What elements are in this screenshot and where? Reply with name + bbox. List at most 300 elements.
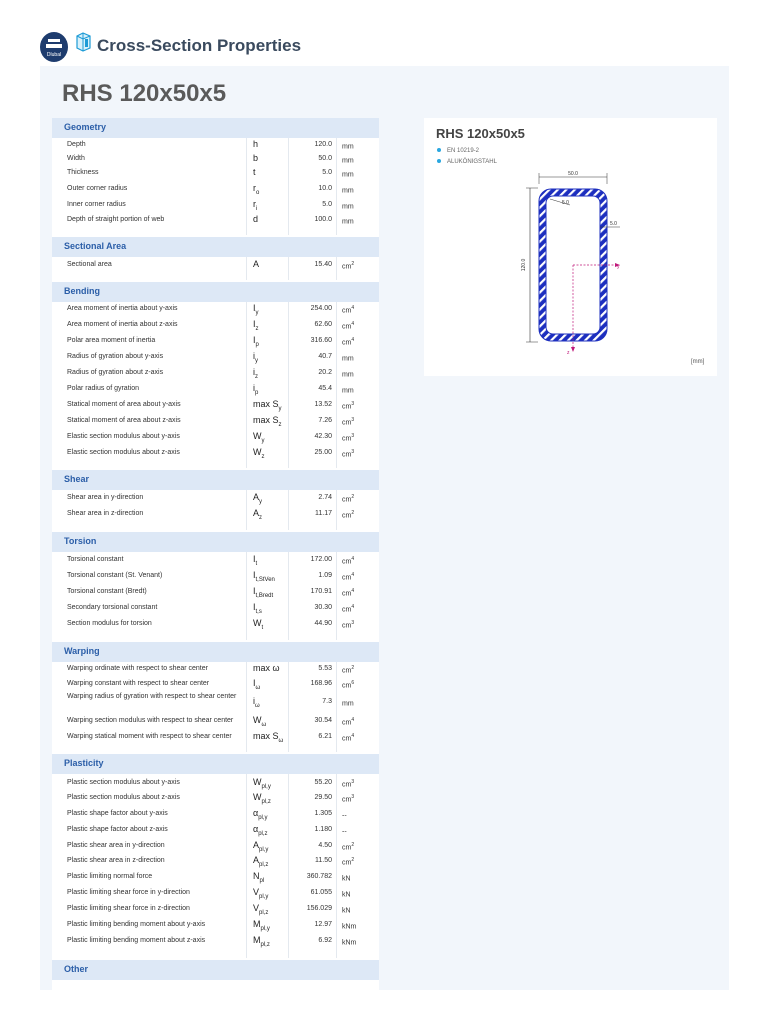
unit-main: cm: [342, 496, 352, 504]
property-unit: [342, 321, 354, 330]
property-unit: [342, 905, 351, 914]
property-value: 5.0: [322, 169, 332, 176]
property-value: 6.21: [318, 733, 332, 740]
table-row: [52, 212, 379, 228]
property-unit: [342, 921, 356, 930]
property-unit: [342, 717, 354, 726]
symbol-main: d: [253, 214, 259, 224]
table-row: [52, 676, 379, 692]
table-row: [52, 713, 379, 729]
property-description: Torsional constant: [67, 556, 124, 563]
unit-main: cm: [342, 735, 352, 743]
unit-exponent: 6: [351, 680, 355, 686]
property-value: 40.7: [318, 353, 332, 360]
property-description: Polar area moment of inertia: [67, 337, 156, 344]
symbol-main: W: [253, 447, 262, 457]
table-row: [52, 917, 379, 933]
unit-main: mm: [342, 187, 354, 195]
symbol-subscript: pl,z: [260, 941, 270, 948]
property-value: 156.029: [306, 905, 332, 912]
symbol-main: h: [253, 139, 259, 149]
table-row: [52, 552, 379, 568]
symbol-subscript: pl,y: [259, 846, 269, 853]
unit-main: kN: [342, 891, 351, 899]
property-unit: [342, 417, 354, 426]
section-title: Geometry: [64, 122, 107, 132]
property-value: 45.4: [318, 385, 332, 392]
unit-exponent: 3: [351, 620, 355, 626]
symbol-main: I: [253, 303, 256, 313]
property-unit: [342, 698, 354, 707]
property-value: 44.90: [314, 620, 332, 627]
property-symbol: [253, 570, 275, 583]
property-description: Plastic limiting shear force in z-direction: [67, 905, 190, 912]
property-description: Area moment of inertia about z-axis: [67, 321, 178, 328]
property-unit: [342, 842, 354, 851]
symbol-subscript: pl,z: [261, 798, 271, 805]
table-row: [52, 729, 379, 745]
unit-exponent: 3: [351, 433, 355, 439]
property-value: 42.30: [314, 433, 332, 440]
symbol-subscript: p: [255, 389, 259, 396]
table-row: [52, 413, 379, 429]
property-description: Plastic shape factor about y-axis: [67, 810, 168, 817]
unit-exponent: 3: [351, 401, 355, 407]
property-value: 12.97: [314, 921, 332, 928]
section-header-shear: [52, 470, 379, 490]
property-symbol: [253, 586, 273, 599]
property-value: 4.50: [318, 842, 332, 849]
unit-main: kNm: [342, 923, 357, 931]
table-row: [52, 181, 379, 197]
property-description: Warping radius of gyration with respect to shear center: [67, 693, 237, 700]
unit-exponent: 3: [351, 449, 355, 455]
property-symbol: [253, 903, 268, 916]
unit-exponent: 4: [351, 572, 355, 578]
symbol-subscript: pl: [259, 877, 265, 884]
unit-main: --: [342, 812, 347, 820]
property-symbol: [253, 777, 271, 790]
property-unit: [342, 369, 354, 378]
property-unit: [342, 201, 354, 210]
dlubal-logo: [40, 32, 68, 62]
property-description: Plastic shape factor about z-axis: [67, 826, 168, 833]
section-title: Torsion: [64, 536, 97, 546]
property-unit: [342, 873, 351, 882]
property-description: Depth: [67, 141, 86, 148]
unit-exponent: 2: [351, 842, 355, 848]
property-value: 172.00: [310, 556, 332, 563]
cross-section-app-icon: [74, 32, 92, 57]
property-value: 50.0: [318, 155, 332, 162]
property-symbol: [253, 319, 259, 332]
symbol-main: A: [253, 855, 260, 865]
property-value: 170.91: [310, 588, 332, 595]
property-description: Elastic section modulus about y-axis: [67, 433, 180, 440]
property-value: 15.40: [314, 261, 332, 268]
symbol-subscript: ω: [278, 737, 284, 744]
symbol-subscript: pl,z: [258, 830, 268, 837]
unit-main: cm: [342, 339, 352, 347]
property-value: 29.50: [314, 794, 332, 801]
section-title: Plasticity: [64, 758, 104, 768]
property-description: Width: [67, 155, 85, 162]
section-header-torsion: [52, 532, 379, 552]
section-header-sectional-area: [52, 237, 379, 257]
unit-main: cm: [342, 574, 352, 582]
section-title: Sectional Area: [64, 241, 127, 251]
unit-main: cm: [342, 323, 352, 331]
unit-exponent: 3: [351, 794, 355, 800]
section-title: Shear: [64, 474, 90, 484]
table-row: [52, 822, 379, 838]
y-axis-label: y: [617, 264, 620, 270]
property-unit: [342, 826, 347, 835]
table-row: [52, 853, 379, 869]
table-row: [52, 349, 379, 365]
property-description: Thickness: [67, 169, 99, 176]
z-axis-arrow-icon: [571, 347, 575, 352]
unit-main: kNm: [342, 939, 357, 947]
unit-main: cm: [342, 558, 352, 566]
property-unit: [342, 494, 354, 503]
symbol-subscript: ω: [255, 702, 260, 709]
property-unit: [342, 169, 354, 178]
property-symbol: [253, 199, 257, 212]
symbol-main: r: [253, 183, 256, 193]
property-symbol: [253, 351, 258, 364]
table-row: [52, 445, 379, 461]
table-row: [52, 397, 379, 413]
symbol-subscript: z: [255, 373, 258, 380]
unit-main: --: [342, 828, 347, 836]
property-value: 5.0: [322, 201, 332, 208]
table-row: [52, 838, 379, 854]
report-header: [40, 30, 740, 64]
property-description: Secondary torsional constant: [67, 604, 158, 611]
unit-exponent: 2: [351, 665, 355, 671]
property-description: Plastic shear area in y-direction: [67, 842, 165, 849]
symbol-subscript: y: [278, 405, 282, 412]
unit-exponent: 4: [351, 556, 355, 562]
symbol-subscript: t: [261, 624, 264, 631]
property-description: Radius of gyration about z-axis: [67, 369, 164, 376]
property-value: 1.305: [314, 810, 332, 817]
unit-main: cm: [342, 859, 352, 867]
property-description: Torsional constant (St. Venant): [67, 572, 163, 579]
symbol-subscript: ω: [255, 684, 261, 691]
property-description: Area moment of inertia about y-axis: [67, 305, 178, 312]
property-symbol: [253, 367, 258, 380]
property-symbol: [253, 431, 265, 444]
property-unit: [342, 385, 354, 394]
section-header-plasticity: [52, 754, 379, 774]
property-description: Plastic limiting shear force in y-direction: [67, 889, 190, 896]
table-row: [52, 490, 379, 506]
unit-main: cm: [342, 622, 352, 630]
property-symbol: [253, 919, 270, 932]
header-title: Cross-Section Properties: [97, 36, 302, 55]
symbol-main: r: [253, 199, 256, 209]
standard-label: EN 10219-2: [447, 148, 480, 154]
unit-main: cm: [342, 307, 352, 315]
property-value: 1.180: [314, 826, 332, 833]
unit-exponent: 4: [351, 717, 355, 723]
table-row: [52, 568, 379, 584]
property-value: 10.0: [318, 185, 332, 192]
property-description: Plastic limiting bending moment about z-axis: [67, 937, 206, 944]
table-row: [52, 885, 379, 901]
unit-main: cm: [342, 512, 352, 520]
property-symbol: [253, 715, 266, 728]
property-value: 25.00: [314, 449, 332, 456]
unit-exponent: 2: [351, 494, 355, 500]
unit-exponent: 4: [351, 337, 355, 343]
property-description: Inner corner radius: [67, 201, 126, 208]
property-description: Plastic limiting normal force: [67, 873, 153, 880]
property-unit: [342, 216, 354, 225]
section-header-warping: [52, 642, 379, 662]
unit-main: cm: [342, 263, 352, 271]
section-header-geometry: [52, 118, 379, 138]
unit-main: cm: [342, 419, 352, 427]
unit-exponent: 4: [351, 733, 355, 739]
symbol-main: α: [253, 824, 259, 834]
page-title: RHS 120x50x5: [62, 80, 227, 107]
property-value: 7.3: [322, 698, 332, 705]
property-unit: [342, 889, 351, 898]
property-unit: [342, 141, 354, 150]
property-description: Radius of gyration about y-axis: [67, 353, 164, 360]
table-row: [52, 806, 379, 822]
unit-main: mm: [342, 387, 354, 395]
logo-text: Dlubal: [46, 52, 62, 58]
property-symbol: [253, 153, 258, 166]
property-symbol: [253, 855, 268, 868]
symbol-subscript: y: [255, 357, 258, 364]
symbol-subscript: t: [255, 560, 258, 567]
table-row: [52, 317, 379, 333]
thickness-dimension-label: 5.0: [610, 221, 617, 227]
property-unit: [342, 401, 354, 410]
unit-main: cm: [342, 719, 352, 727]
property-symbol: [253, 554, 257, 567]
property-description: Torsional constant (Bredt): [67, 588, 147, 595]
property-unit: [342, 810, 347, 819]
symbol-subscript: t,Bredt: [255, 592, 274, 599]
property-value: 11.17: [315, 510, 332, 517]
property-symbol: [253, 871, 264, 884]
symbol-subscript: pl,y: [260, 925, 270, 932]
symbol-main: M: [253, 919, 261, 929]
property-description: Plastic section modulus about z-axis: [67, 794, 180, 801]
table-row: [52, 506, 379, 522]
property-description: Shear area in y-direction: [67, 494, 144, 501]
symbol-subscript: t,StVen: [255, 576, 275, 583]
property-unit: [342, 680, 354, 689]
property-value: 120.0: [314, 141, 332, 148]
property-symbol: [253, 824, 268, 837]
property-symbol: [253, 399, 282, 412]
table-row: [52, 775, 379, 791]
symbol-subscript: y: [255, 309, 259, 316]
symbol-subscript: p: [255, 341, 259, 348]
property-unit: [342, 353, 354, 362]
symbol-subscript: z: [261, 453, 265, 460]
table-row: [52, 165, 379, 181]
table-row: [52, 901, 379, 917]
unit-main: mm: [342, 218, 354, 226]
property-unit: [342, 620, 354, 629]
symbol-main: W: [253, 618, 262, 628]
symbol-main: max S: [253, 399, 279, 409]
unit-main: cm: [342, 796, 352, 804]
property-value: 6.92: [318, 937, 332, 944]
table-row: [52, 933, 379, 949]
property-unit: [342, 779, 354, 788]
symbol-main: N: [253, 871, 260, 881]
property-symbol: [253, 808, 268, 821]
symbol-main: α: [253, 808, 259, 818]
radius-dimension-label: 5.0: [562, 200, 569, 206]
rhs-section-drawing: [510, 168, 630, 360]
property-value: 13.52: [314, 401, 332, 408]
symbol-main: W: [253, 792, 262, 802]
section-header-bending: [52, 282, 379, 302]
unit-exponent: 3: [351, 779, 355, 785]
property-symbol: [253, 259, 259, 272]
unit-exponent: 4: [351, 321, 355, 327]
property-symbol: [253, 167, 256, 180]
unit-exponent: 2: [351, 510, 355, 516]
property-symbol: [253, 678, 260, 691]
property-symbol: [253, 447, 265, 460]
property-unit: [342, 337, 354, 346]
symbol-main: t: [253, 167, 256, 177]
property-value: 316.60: [310, 337, 332, 344]
property-description: Outer corner radius: [67, 185, 128, 192]
property-unit: [342, 794, 354, 803]
property-unit: [342, 261, 354, 270]
property-description: Polar radius of gyration: [67, 385, 139, 392]
property-value: 360.782: [306, 873, 332, 880]
symbol-main: max S: [253, 731, 279, 741]
unit-main: cm: [342, 403, 352, 411]
property-description: Section modulus for torsion: [67, 620, 152, 627]
symbol-subscript: o: [256, 189, 260, 196]
symbol-main: V: [253, 887, 260, 897]
symbol-main: I: [253, 554, 256, 564]
symbol-subscript: ω: [261, 721, 267, 728]
unit-main: mm: [342, 171, 354, 179]
property-value: 61.055: [310, 889, 332, 896]
property-value: 20.2: [318, 369, 332, 376]
property-unit: [342, 588, 354, 597]
property-description: Statical moment of area about z-axis: [67, 417, 181, 424]
property-symbol: [253, 602, 262, 615]
unit-exponent: 4: [351, 604, 355, 610]
table-row: [52, 197, 379, 213]
property-symbol: [253, 935, 270, 948]
property-symbol: [253, 303, 259, 316]
symbol-subscript: pl,z: [259, 861, 269, 868]
property-unit: [342, 857, 354, 866]
property-symbol: [253, 696, 260, 709]
symbol-main: A: [253, 508, 260, 518]
property-description: Plastic shear area in z-direction: [67, 857, 165, 864]
property-unit: [342, 155, 354, 164]
symbol-main: i: [253, 696, 255, 706]
symbol-main: W: [253, 777, 262, 787]
property-unit: [342, 510, 354, 519]
unit-exponent: 2: [351, 857, 355, 863]
table-row: [52, 616, 379, 632]
property-value: 2.74: [318, 494, 332, 501]
property-value: 62.60: [314, 321, 332, 328]
property-symbol: [253, 335, 259, 348]
unit-main: mm: [342, 700, 354, 708]
property-unit: [342, 733, 354, 742]
property-value: 254.00: [310, 305, 332, 312]
symbol-subscript: z: [259, 514, 263, 521]
property-description: Plastic section modulus about y-axis: [67, 779, 180, 786]
unit-main: kN: [342, 907, 351, 915]
unit-main: kN: [342, 875, 351, 883]
property-symbol: [253, 139, 258, 152]
unit-exponent: 3: [351, 417, 355, 423]
symbol-main: V: [253, 903, 260, 913]
property-value: 11.50: [315, 857, 332, 864]
property-value: 168.96: [310, 680, 332, 687]
property-value: 55.20: [314, 779, 332, 786]
property-description: Warping statical moment with respect to shear center: [67, 733, 232, 740]
property-value: 5.53: [318, 665, 332, 672]
property-symbol: [253, 792, 271, 805]
symbol-subscript: t,s: [255, 608, 262, 615]
table-row: [52, 429, 379, 445]
property-description: Warping section modulus with respect to shear center: [67, 717, 234, 724]
table-row: [52, 661, 379, 677]
symbol-subscript: z: [255, 325, 259, 332]
property-description: Depth of straight portion of web: [67, 216, 165, 223]
drawing-unit-label: [mm]: [691, 359, 705, 365]
property-unit: [342, 433, 354, 442]
unit-main: cm: [342, 667, 352, 675]
symbol-subscript: pl,y: [258, 814, 268, 821]
unit-exponent: 4: [351, 305, 355, 311]
property-value: 30.30: [314, 604, 332, 611]
unit-main: cm: [342, 435, 352, 443]
property-symbol: [253, 214, 258, 227]
property-unit: [342, 937, 356, 946]
symbol-main: max S: [253, 415, 279, 425]
height-dimension-label: 120.0: [521, 258, 527, 272]
unit-main: cm: [342, 606, 352, 614]
property-symbol: [253, 663, 280, 676]
property-unit: [342, 572, 354, 581]
symbol-subscript: pl,y: [259, 893, 269, 900]
symbol-main: I: [253, 570, 256, 580]
standard-item: [437, 159, 497, 165]
symbol-main: W: [253, 431, 262, 441]
property-unit: [342, 305, 354, 314]
unit-main: mm: [342, 157, 354, 165]
section-header-other: [52, 960, 379, 980]
bullet-icon: [437, 148, 441, 152]
property-description: Statical moment of area about y-axis: [67, 401, 181, 408]
table-row: [52, 301, 379, 317]
property-unit: [342, 604, 354, 613]
